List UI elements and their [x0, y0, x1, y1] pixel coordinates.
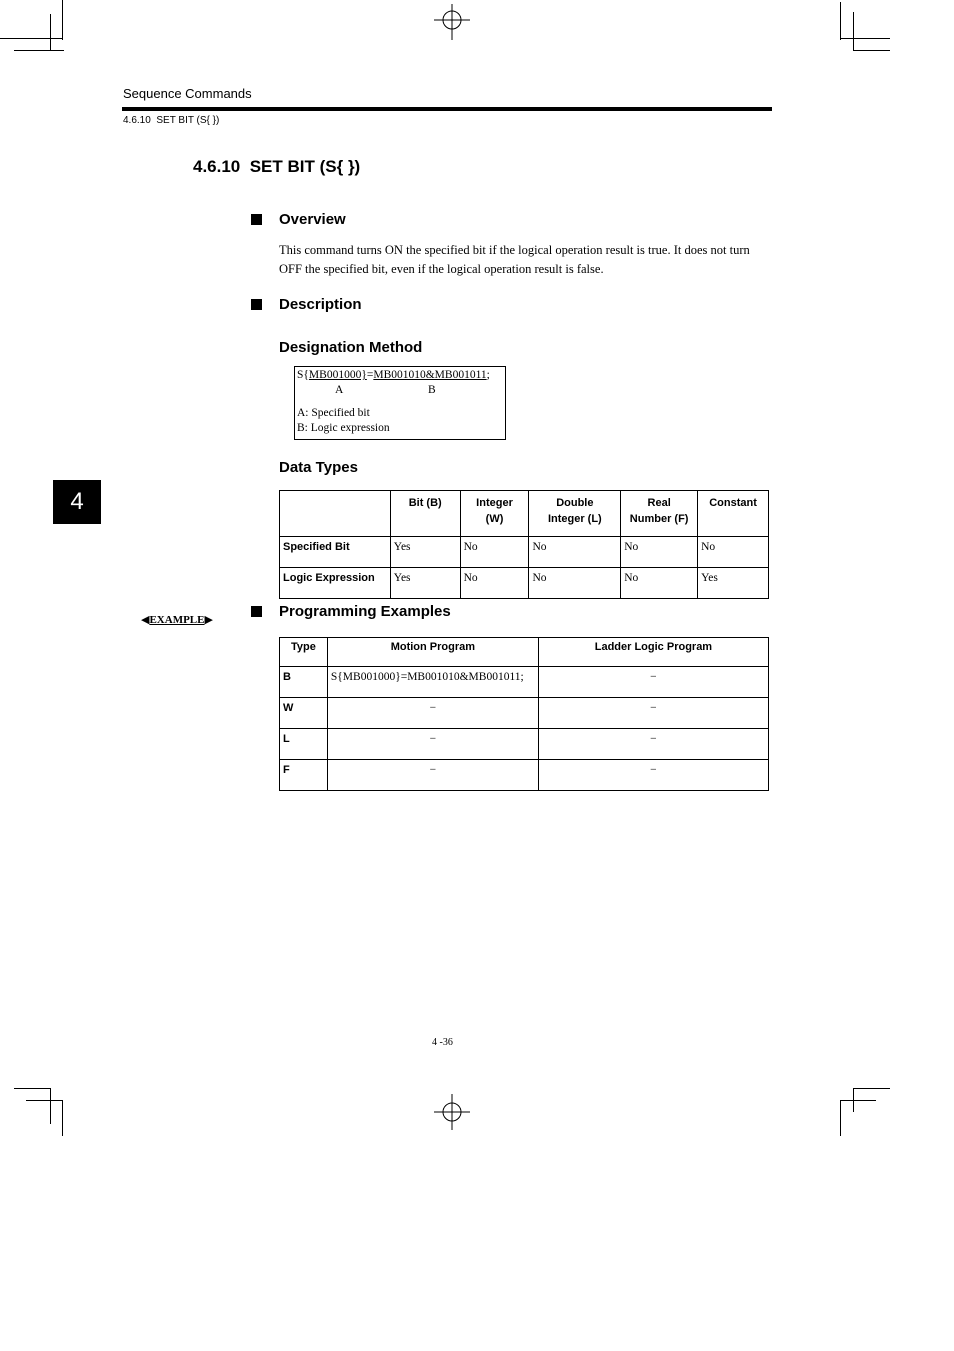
- column-header-line: Number (F): [629, 513, 689, 525]
- ladder-program-cell: −: [538, 729, 768, 760]
- description-bullet: [251, 299, 262, 310]
- column-header-line: Integer: [476, 497, 513, 509]
- description-heading: Description: [279, 296, 362, 313]
- table-row: [280, 667, 769, 698]
- data-types-header-row: [280, 491, 769, 537]
- type-cell: B: [280, 667, 328, 698]
- legend-a: A: Specified bit: [297, 407, 370, 419]
- ladder-program-cell: −: [538, 667, 768, 698]
- code-specified-bit: MB001000}: [308, 369, 367, 381]
- row-label: Specified Bit: [280, 537, 391, 568]
- column-header-integer: [460, 491, 529, 537]
- table-row: [280, 729, 769, 760]
- column-header-line: (W): [485, 513, 504, 525]
- header-title: Sequence Commands: [123, 86, 252, 101]
- ladder-program-cell: −: [538, 698, 768, 729]
- column-header-line: Double: [556, 497, 594, 509]
- table-cell: No: [529, 568, 621, 599]
- programming-examples-header-row: [280, 638, 769, 667]
- programming-examples-bullet: [251, 606, 262, 617]
- column-header-line: Constant: [709, 497, 757, 509]
- data-types-table: [279, 490, 769, 599]
- table-row: [280, 537, 769, 568]
- table-cell: No: [621, 537, 698, 568]
- column-header-real-number: [621, 491, 698, 537]
- left-arrow-icon: ◀: [141, 614, 150, 626]
- column-header-double-integer: [529, 491, 621, 537]
- page-number: 4 -36: [432, 1037, 453, 1048]
- table-cell: Yes: [698, 568, 769, 599]
- column-header-line: Integer (L): [547, 513, 602, 525]
- row-label: Logic Expression: [280, 568, 391, 599]
- column-header-line: Bit (B): [408, 497, 442, 509]
- table-row: [280, 760, 769, 791]
- column-header-type: Type: [280, 638, 328, 667]
- motion-program-cell: S{MB001000}=MB001010&MB001011;: [327, 667, 538, 698]
- table-cell: No: [621, 568, 698, 599]
- table-cell: No: [460, 568, 529, 599]
- example-link[interactable]: [141, 613, 213, 626]
- ladder-program-cell: −: [538, 760, 768, 791]
- chapter-tab: 4: [53, 480, 101, 524]
- column-header-line: Real: [647, 497, 671, 509]
- column-header-constant: [698, 491, 769, 537]
- label-a: A: [335, 384, 344, 396]
- code-logic-expression: MB001010&MB001011: [373, 369, 487, 381]
- registration-target-top: [432, 0, 472, 42]
- table-cell: No: [529, 537, 621, 568]
- example-label: EXAMPLE: [149, 614, 205, 626]
- motion-program-cell: −: [327, 760, 538, 791]
- type-cell: L: [280, 729, 328, 760]
- column-header-bit: [390, 491, 460, 537]
- designation-code: [297, 369, 490, 381]
- code-prefix: S{: [297, 369, 309, 381]
- header-rule: [122, 107, 772, 111]
- section-title: 4.6.10 SET BIT (S{ }): [193, 157, 361, 176]
- type-cell: W: [280, 698, 328, 729]
- motion-program-cell: −: [327, 698, 538, 729]
- programming-examples-heading: Programming Examples: [279, 603, 451, 620]
- table-cell: Yes: [390, 537, 460, 568]
- table-row: [280, 568, 769, 599]
- right-arrow-icon: ▶: [204, 614, 213, 626]
- programming-examples-table: [279, 637, 769, 791]
- designation-box: [294, 366, 506, 440]
- registration-target-bottom: [432, 1092, 472, 1134]
- motion-program-cell: −: [327, 729, 538, 760]
- overview-heading: Overview: [279, 211, 346, 228]
- code-suffix: ;: [486, 369, 490, 381]
- legend-b: B: Logic expression: [297, 422, 390, 434]
- table-cell: Yes: [390, 568, 460, 599]
- table-row: [280, 698, 769, 729]
- column-header-ladder-logic-program: Ladder Logic Program: [538, 638, 768, 667]
- column-header-blank: [280, 491, 391, 537]
- table-cell: No: [698, 537, 769, 568]
- data-types-heading: Data Types: [279, 459, 358, 476]
- overview-text: This command turns ON the specified bit if the logical operation result is true. It does not turn OFF the specified bit, even if the logical operation result is false.: [279, 243, 750, 276]
- table-cell: No: [460, 537, 529, 568]
- overview-bullet: [251, 214, 262, 225]
- code-equals: =: [366, 369, 374, 381]
- designation-heading: Designation Method: [279, 339, 423, 356]
- label-b: B: [428, 384, 436, 396]
- header-subsection: 4.6.10 SET BIT (S{ }): [123, 115, 220, 126]
- type-cell: F: [280, 760, 328, 791]
- column-header-motion-program: Motion Program: [327, 638, 538, 667]
